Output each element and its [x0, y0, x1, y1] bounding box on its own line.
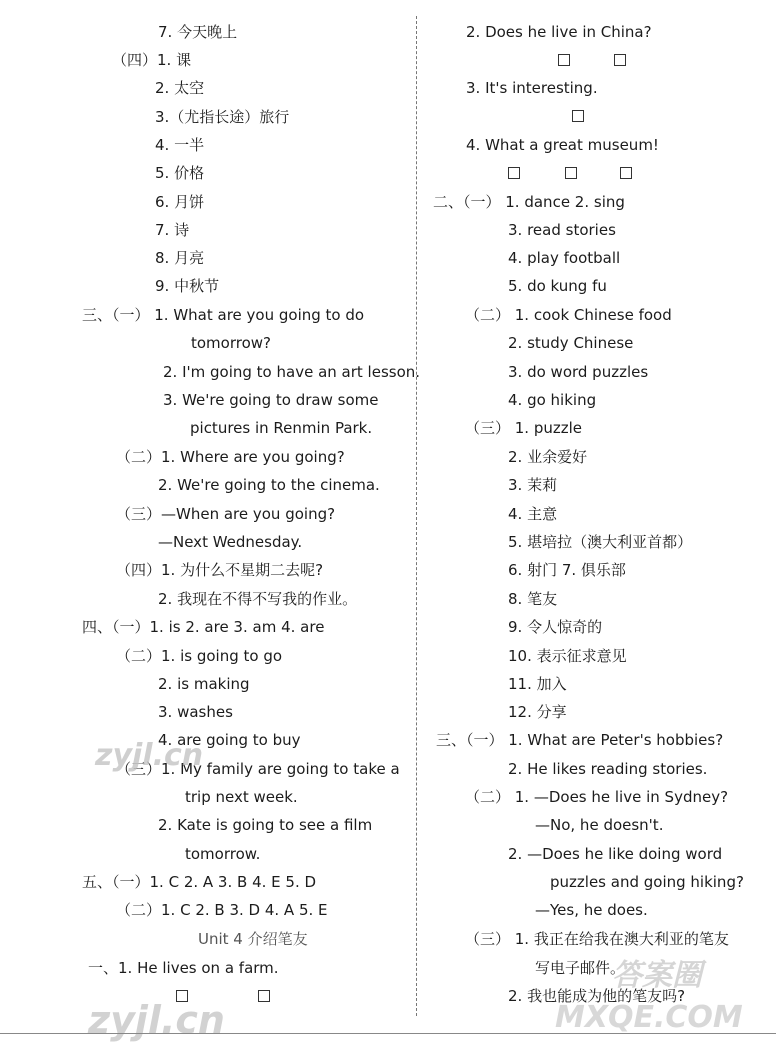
- answer-line: 3. 茉莉: [508, 476, 558, 494]
- answer-line: 12. 分享: [508, 703, 567, 721]
- answer-line: 2. 我也能成为他的笔友吗?: [508, 987, 686, 1005]
- answer-line: tomorrow.: [185, 845, 261, 863]
- answer-line: 3.（尤指长途）旅行: [155, 108, 290, 126]
- answer-line: 4. 一半: [155, 136, 205, 154]
- answer-line: 2. study Chinese: [508, 334, 634, 352]
- answer-line: （三）—When are you going?: [116, 505, 336, 523]
- answer-line: 4. 主意: [508, 505, 558, 523]
- answer-line: —Yes, he does.: [535, 901, 648, 919]
- answer-line: 2. 太空: [155, 79, 205, 97]
- unit-title: Unit 4 介绍笔友: [198, 930, 308, 948]
- answer-line: 7. 诗: [155, 221, 190, 239]
- answer-line: —No, he doesn't.: [535, 816, 664, 834]
- section-heading: 二、（一） 1. dance 2. sing: [433, 193, 625, 211]
- answer-line: 9. 中秋节: [155, 277, 220, 295]
- watermark-zyjl-large: zyjl.cn: [88, 998, 225, 1042]
- answer-line: —Next Wednesday.: [158, 533, 303, 551]
- answer-line: 3. washes: [158, 703, 233, 721]
- answer-line: （三）1. My family are going to take a: [116, 760, 400, 778]
- section-heading: 三、（一） 1. What are Peter's hobbies?: [436, 731, 724, 749]
- answer-line: 2. We're going to the cinema.: [158, 476, 380, 494]
- answer-line: （四）1. 课: [112, 51, 192, 69]
- answer-line: trip next week.: [185, 788, 298, 806]
- answer-line: （二）1. is going to go: [116, 647, 283, 665]
- answer-line: 写电子邮件。: [535, 959, 626, 977]
- bottom-rule: [0, 1033, 776, 1034]
- watermark-mxqe: MXQE.COM: [555, 1000, 743, 1035]
- answer-line: 4. go hiking: [508, 391, 597, 409]
- answer-line: 3. It's interesting.: [466, 79, 598, 97]
- answer-line: 6. 月饼: [155, 193, 205, 211]
- checkbox: [258, 990, 270, 1002]
- checkbox: [508, 167, 520, 179]
- answer-line: pictures in Renmin Park.: [190, 419, 373, 437]
- answer-line: （二） 1. cook Chinese food: [465, 306, 672, 324]
- answer-line: 2. Kate is going to see a film: [158, 816, 373, 834]
- checkbox: [558, 54, 570, 66]
- answer-line: tomorrow?: [191, 334, 271, 352]
- column-divider: [416, 16, 417, 1016]
- answer-line: 3. read stories: [508, 221, 616, 239]
- answer-line: （二）1. C 2. B 3. D 4. A 5. E: [116, 901, 328, 919]
- checkbox: [565, 167, 577, 179]
- answer-line: 3. We're going to draw some: [163, 391, 379, 409]
- answer-line: （三） 1. puzzle: [465, 419, 583, 437]
- answer-line: 5. 堪培拉（澳大利亚首都）: [508, 533, 693, 551]
- answer-line: 5. 价格: [155, 164, 205, 182]
- answer-line: 11. 加入: [508, 675, 567, 693]
- checkbox: [614, 54, 626, 66]
- checkbox: [572, 110, 584, 122]
- section-heading: 三、（一） 1. What are you going to do: [82, 306, 365, 324]
- section-heading: 一、1. He lives on a farm.: [88, 959, 279, 977]
- answer-line: 2. 我现在不得不写我的作业。: [158, 590, 358, 608]
- answer-line: 4. are going to buy: [158, 731, 301, 749]
- answer-line: （二）1. Where are you going?: [116, 448, 345, 466]
- watermark-answer-circle: 答案圈: [612, 958, 702, 993]
- answer-line: 3. do word puzzles: [508, 363, 649, 381]
- answer-line: 10. 表示征求意见: [508, 647, 627, 665]
- checkbox: [620, 167, 632, 179]
- section-heading: 四、（一）1. is 2. are 3. am 4. are: [82, 618, 325, 636]
- answer-line: 2. 业余爱好: [508, 448, 588, 466]
- answer-line: 2. I'm going to have an art lesson.: [163, 363, 421, 381]
- answer-line: 2. Does he live in China?: [466, 23, 652, 41]
- answer-line: 8. 月亮: [155, 249, 205, 267]
- answer-line: 8. 笔友: [508, 590, 558, 608]
- answer-line: 5. do kung fu: [508, 277, 607, 295]
- answer-line: 2. —Does he like doing word: [508, 845, 723, 863]
- answer-line: puzzles and going hiking?: [550, 873, 744, 891]
- answer-line: （三） 1. 我正在给我在澳大利亚的笔友: [465, 930, 729, 948]
- answer-line: 2. is making: [158, 675, 250, 693]
- answer-line: 4. What a great museum!: [466, 136, 659, 154]
- answer-line: 9. 令人惊奇的: [508, 618, 603, 636]
- answer-line: 2. He likes reading stories.: [508, 760, 708, 778]
- watermark-zyjl: zyjl.cn: [95, 738, 204, 773]
- section-heading: 五、（一）1. C 2. A 3. B 4. E 5. D: [82, 873, 317, 891]
- answer-line: 6. 射门 7. 俱乐部: [508, 561, 626, 579]
- answer-line: 4. play football: [508, 249, 621, 267]
- answer-line: （四）1. 为什么不星期二去呢?: [116, 561, 324, 579]
- answer-line: 7. 今天晚上: [158, 23, 238, 41]
- answer-line: （二） 1. —Does he live in Sydney?: [465, 788, 729, 806]
